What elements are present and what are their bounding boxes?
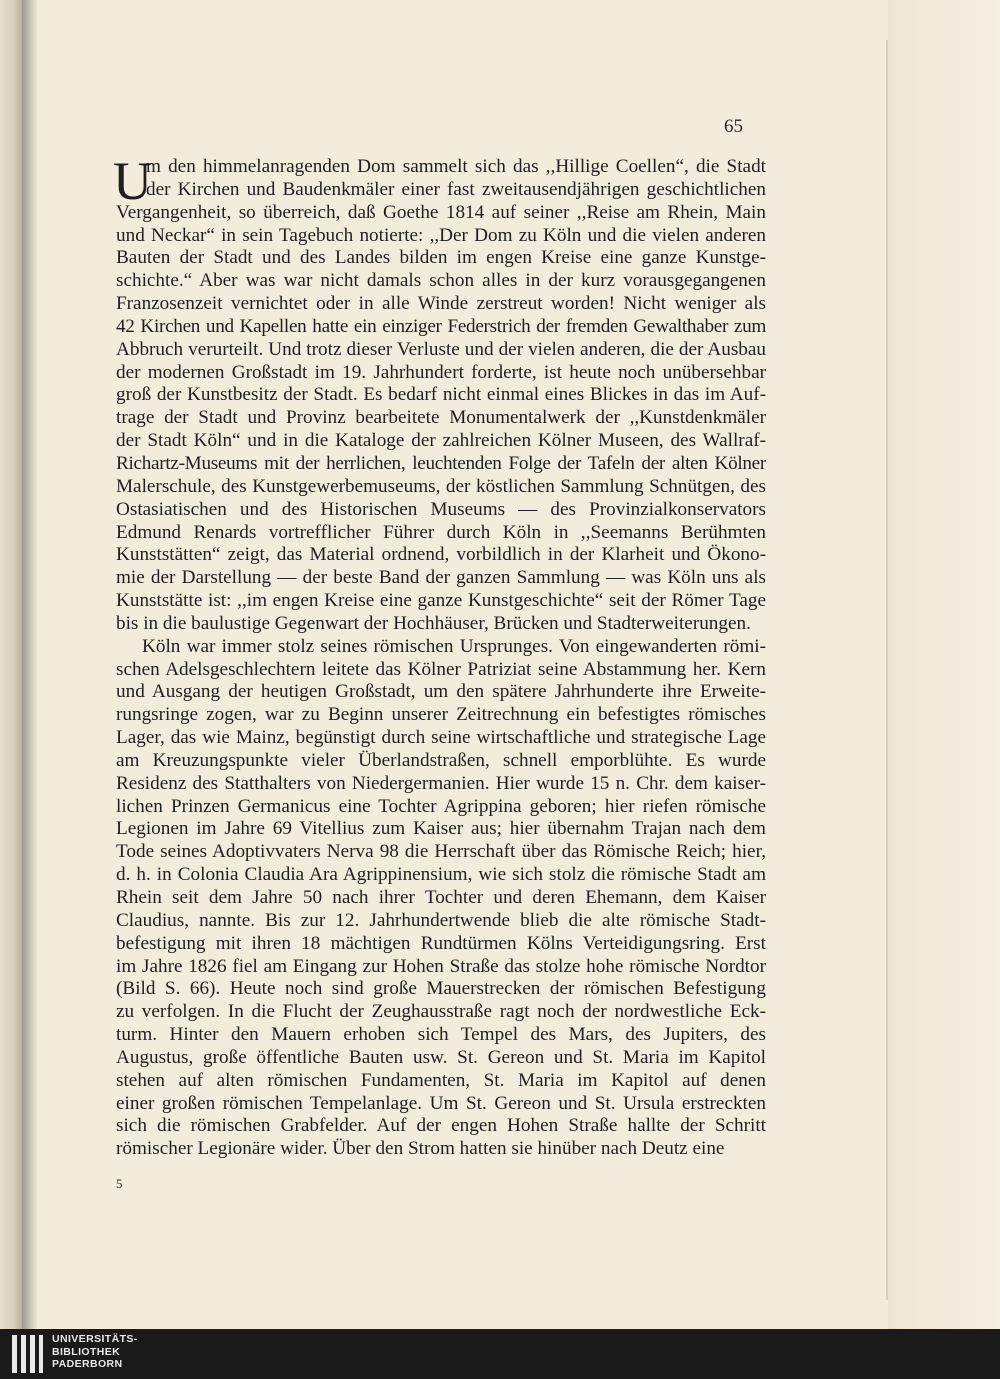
library-name-line-3: PADERBORN [52,1358,123,1370]
body-text [116,156,766,1161]
paragraph-1 [116,156,766,636]
signature-mark: 5 [116,1176,123,1191]
text-line: Richartz-Museums mit der herrlichen, leuchtenden Folge der Tafeln der alten Kölner [116,452,766,474]
text-line: befestigung mit ihren 18 mächtigen Rundtürmen Kölns Verteidigungsring. Erst [116,932,766,954]
text-line: rungsringe zogen, war zu Beginn unserer Zeitrechnung ein befestigtes römisches [116,704,766,726]
library-name [52,1333,138,1371]
text-line: turm. Hinter den Mauern erhoben sich Tempel des Mars, des Jupiters, des [116,1024,766,1046]
text-line: stehen auf alten römischen Fundamenten, St. Maria im Kapitol auf denen [116,1069,766,1091]
paragraph-2 [116,636,766,1161]
text-line: Kunststätten“ zeigt, das Material ordnend, vorbildlich in der Klarheit und Ökono- [116,544,766,566]
text-line: groß der Kunstbesitz der Stadt. Es bedarf nicht einmal eines Blickes in das im Auf- [116,384,766,406]
right-page-margin [888,0,1000,1329]
text-line: Lager, das wie Mainz, begünstigt durch seine wirtschaftliche und strategische Lage [116,727,766,749]
text-line: Bauten der Stadt und des Landes bilden im engen Kreise eine ganze Kunstge- [116,247,766,269]
text-line: der Stadt Köln“ und in die Kataloge der zahlreichen Kölner Museen, des Wallraf- [116,430,766,452]
text-line: Franzosenzeit vernichtet oder in alle Winde zerstreut worden! Nicht weniger als [116,293,766,315]
text-line: Ostasiatischen und des Historischen Museums — des Provinzialkonservators [116,498,766,520]
drop-cap: U [113,151,152,211]
text-line: Köln war immer stolz seines römischen Ursprunges. Von eingewanderten römi- [142,635,766,657]
text-line: Vergangenheit, so überreich, daß Goethe 1814 auf seiner ,,Reise am Rhein, Main [116,201,766,223]
text-line: und Ausgang der heutigen Großstadt, um den spätere Jahrhunderte ihre Erweite- [116,681,766,703]
text-line: sich die römischen Grabfelder. Auf der engen Hohen Straße hallte der Schritt [116,1115,766,1137]
library-logo-icon [12,1335,46,1373]
text-line: Rhein seit dem Jahre 50 nach ihrer Tochter und deren Ehemann, dem Kaiser [116,887,766,908]
text-line: m den himmelanragenden Dom sammelt sich das ,,Hillige Coellen“, die Stadt [146,156,766,177]
text-line: trage der Stadt und Provinz bearbeitete Monumentalwerk der ,,Kunstdenkmäler [116,407,766,429]
text-line: 42 Kirchen und Kapellen hatte ein einziger Federstrich der fremden Gewalthaber zum [116,315,766,337]
gutter-shadow [22,0,38,1329]
library-name-line-2: BIBLIOTHEK [52,1345,121,1358]
text-line: schen Adelsgeschlechtern leitete das Kölner Patriziat seine Abstammung her. Kern [116,658,766,680]
text-line: (Bild S. 66). Heute noch sind große Mauerstrecken der römischen Befestigung [116,978,766,1000]
text-line: der modernen Großstadt im 19. Jahrhundert forderte, ist heute noch unübersehbar [116,361,766,383]
text-line: und Neckar“ in sein Tagebuch notierte: ,,Der Dom zu Köln und die vielen anderen [116,224,766,246]
text-line: Edmund Renards vortrefflicher Führer durch Köln in ,,Seemanns Berühmten [116,521,766,543]
text-line: lichen Prinzen Germanicus eine Tochter Agrippina geboren; hier riefen römische [116,795,766,817]
library-name-line-1: UNIVERSITÄTS- [52,1333,138,1345]
text-line: Tode seines Adoptivvaters Nerva 98 die Herrschaft über das Römische Reich; hier, [116,841,766,863]
text-line: bis in die baulustige Gegenwart der Hochhäuser, Brücken und Stadterweiterungen. [116,612,751,634]
text-line: Claudius, nannte. Bis zur 12. Jahrhundertwende blieb die alte römische Stadt- [116,909,766,931]
footer-bar [0,1329,1000,1379]
text-line: Legionen im Jahre 69 Vitellius zum Kaiser aus; hier übernahm Trajan nach dem [116,818,766,840]
text-line: einer großen römischen Tempelanlage. Um St. Gereon und St. Ursula erstreckten [116,1092,766,1114]
text-line: Residenz des Statthalters von Niedergermanien. Hier wurde 15 n. Chr. dem kaiser- [116,772,766,794]
text-line: Malerschule, des Kunstgewerbemuseums, der köstlichen Sammlung Schnütgen, des [116,475,766,497]
text-line: mie der Darstellung — der beste Band der ganzen Sammlung — was Köln uns als [116,567,766,589]
text-line: Augustus, große öffentliche Bauten usw. St. Gereon und St. Maria im Kapitol [116,1046,766,1068]
left-page-edge [0,0,22,1329]
text-line: schichte.“ Aber was war nicht damals schon alles in der kurz vorausgegangenen [116,270,766,292]
text-line: im Jahre 1826 fiel am Eingang zur Hohen Straße das stolze hohe römische Nordtor [116,955,766,977]
text-line: römischer Legionäre wider. Über den Strom hatten sie hinüber nach Deutz eine [116,1138,725,1160]
text-line: am Kreuzungspunkte vieler Überlandstraßen, schnell emporblühte. Es wurde [116,749,766,771]
text-line: der Kirchen und Baudenkmäler einer fast zweitausendjährigen geschichtlichen [146,178,766,200]
text-line: Kunststätte ist: ,,im engen Kreise eine ganze Kunstgeschichte“ seit der Römer Tage [116,590,766,612]
text-line: Abbruch verurteilt. Und trotz dieser Verluste und der vielen anderen, die der Ausbau [116,338,766,360]
page-number: 65 [724,116,743,137]
text-line: d. h. in Colonia Claudia Ara Agrippinensium, wie sich stolz die römische Stadt am [116,864,766,886]
text-line: zu verfolgen. In die Flucht der Zeughausstraße ragt noch der nordwestliche Eck- [116,1001,766,1023]
